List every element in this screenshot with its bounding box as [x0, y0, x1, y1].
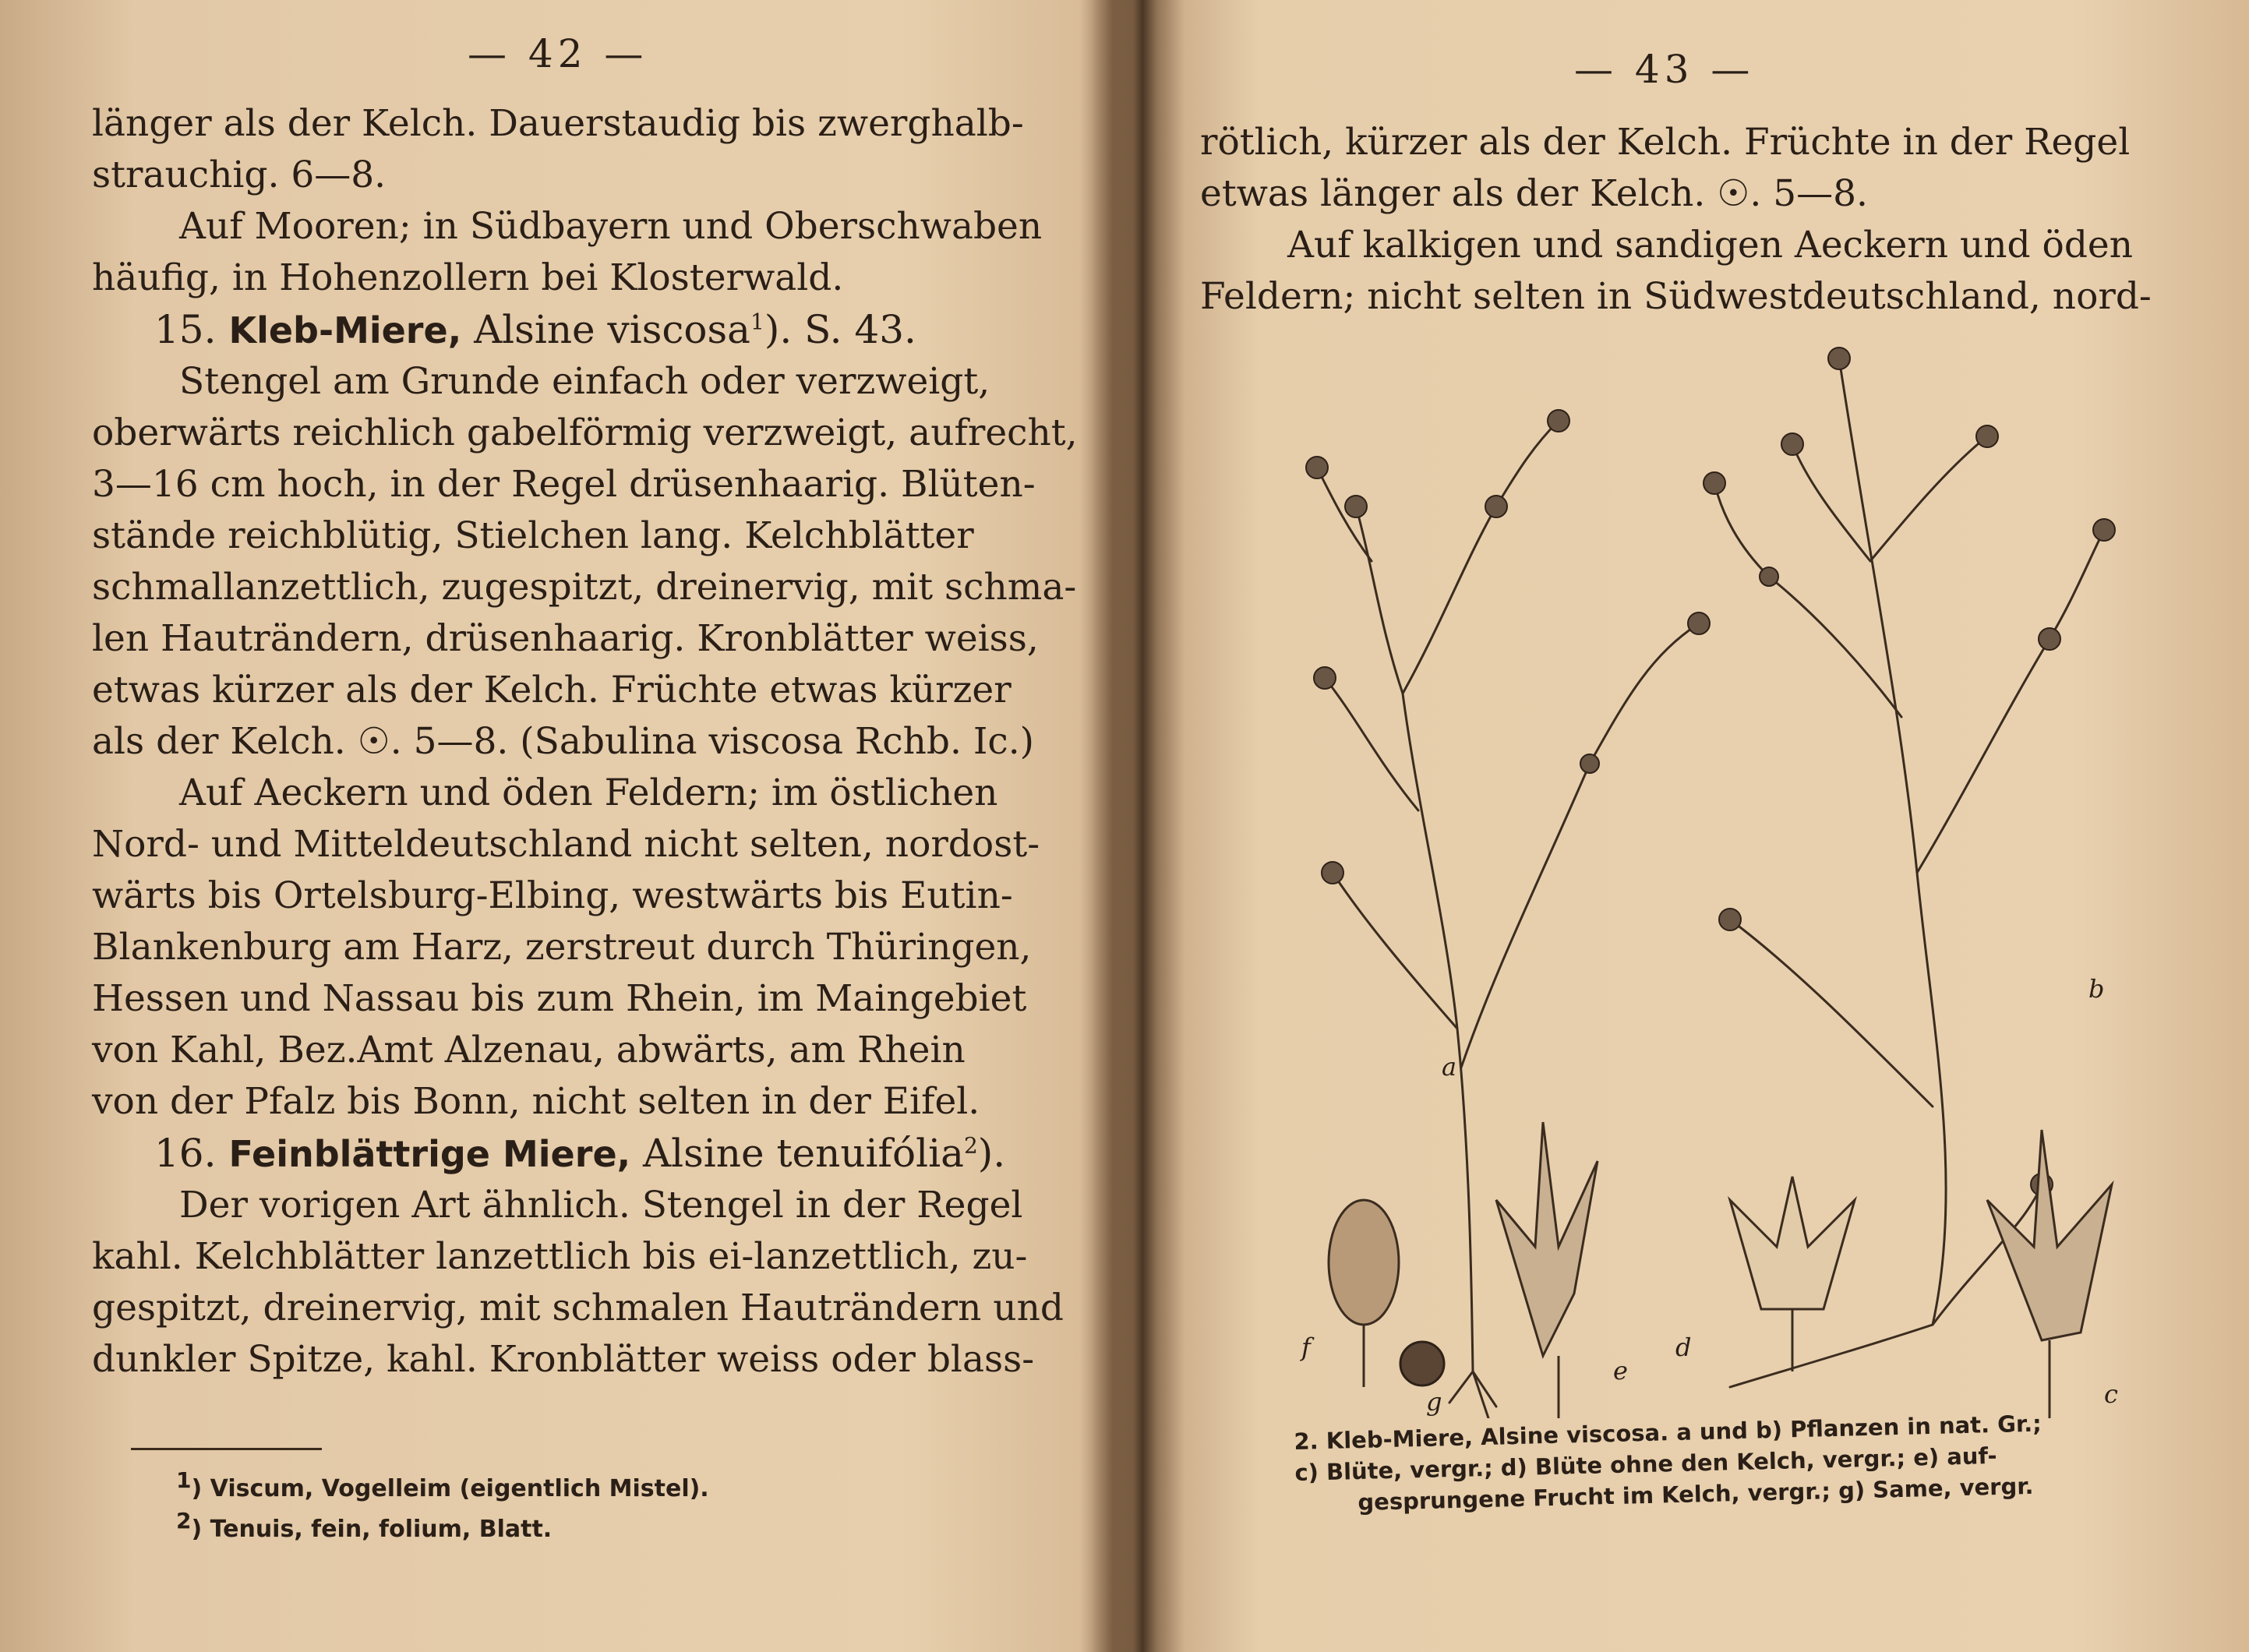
- figure-label-a: a: [1442, 1052, 1457, 1082]
- footnote-text: ) Viscum, Vogelleim (eigentlich Mistel).: [191, 1475, 709, 1502]
- text-line: gespitzt, dreinervig, mit schmalen Hauträndern und: [92, 1287, 1064, 1329]
- figure-caption: [1294, 1405, 2153, 1520]
- text-line: strauchig. 6—8.: [92, 154, 387, 196]
- text-line: kahl. Kelchblätter lanzettlich bis ei-lanzettlich, zu-: [92, 1235, 1028, 1278]
- footnote-2: [176, 1509, 709, 1550]
- footnote-text: ) Tenuis, fein, folium, Blatt.: [191, 1516, 553, 1543]
- text-line: Auf Aeckern und öden Feldern; im östlichen: [179, 771, 998, 814]
- right-page: [1146, 0, 2249, 1652]
- page-number-left: — 42 —: [468, 31, 648, 76]
- caption-line: 2. Kleb-Miere, Alsine viscosa. a und b) Pflanzen in nat. Gr.;: [1294, 1410, 2042, 1455]
- footnote-ref: 1: [750, 309, 764, 335]
- figure-label-f: f: [1301, 1333, 1311, 1362]
- caption-line: gesprungene Frucht im Kelch, vergr.; g) Same, vergr.: [1358, 1472, 2034, 1516]
- heading-common-name: Feinblättrige Miere,: [228, 1133, 631, 1175]
- text-line: etwas kürzer als der Kelch. Früchte etwas kürzer: [92, 669, 1012, 711]
- figure-label-c: c: [2104, 1379, 2118, 1409]
- text-line: als der Kelch. ☉. 5—8. (Sabulina viscosa Rchb. Ic.): [92, 720, 1035, 763]
- heading-reference: ).: [977, 1131, 1006, 1176]
- species-heading-15: [92, 304, 1054, 356]
- heading-latin-name: Alsine viscosa: [474, 307, 750, 352]
- text-line: Auf Mooren; in Südbayern und Oberschwaben: [179, 205, 1043, 248]
- text-line: häufig, in Hohenzollern bei Klosterwald.: [92, 256, 844, 299]
- text-line: oberwärts reichlich gabelförmig verzweigt, aufrecht,: [92, 411, 1078, 454]
- text-line: dunkler Spitze, kahl. Kronblätter weiss oder blass-: [92, 1338, 1035, 1381]
- text-line: Nord- und Mitteldeutschland nicht selten, nordost-: [92, 823, 1040, 866]
- botanical-illustration: [1262, 327, 2159, 1418]
- caption-line: c) Blüte, vergr.; d) Blüte ohne den Kelch, vergr.; e) auf-: [1294, 1442, 1997, 1486]
- text-line: wärts bis Ortelsburg-Elbing, westwärts bis Eutin-: [92, 874, 1013, 917]
- text-line: etwas länger als der Kelch. ☉. 5—8.: [1200, 172, 1868, 215]
- text-line: Stengel am Grunde einfach oder verzweigt,: [179, 360, 990, 403]
- footnote-divider: [131, 1448, 322, 1450]
- text-line: rötlich, kürzer als der Kelch. Früchte in der Regel: [1200, 121, 2131, 164]
- text-line: von Kahl, Bez.Amt Alzenau, abwärts, am Rhein: [92, 1029, 966, 1071]
- figure-label-e: e: [1613, 1356, 1628, 1385]
- text-line: Hessen und Nassau bis zum Rhein, im Maingebiet: [92, 977, 1027, 1020]
- figure-label-b: b: [2088, 974, 2105, 1004]
- heading-latin-name: Alsine tenuifólia: [643, 1131, 964, 1176]
- text-line: Der vorigen Art ähnlich. Stengel in der Regel: [179, 1184, 1023, 1227]
- text-line: stände reichblütig, Stielchen lang. Kelchblätter: [92, 514, 974, 557]
- figure-label-g: g: [1426, 1387, 1442, 1417]
- text-line: Blankenburg am Harz, zerstreut durch Thüringen,: [92, 926, 1032, 969]
- heading-common-name: Kleb-Miere,: [228, 309, 462, 351]
- footnote-mark: 1: [176, 1467, 192, 1493]
- heading-reference: ). S. 43.: [764, 307, 916, 352]
- text-line: Feldern; nicht selten in Südwestdeutschland, nord-: [1200, 275, 2152, 318]
- footnote-ref: 2: [963, 1132, 978, 1159]
- left-page-text: [92, 98, 1078, 1385]
- text-line: 3—16 cm hoch, in der Regel drüsenhaarig. Blüten-: [92, 463, 1036, 506]
- footnotes: [176, 1469, 709, 1550]
- heading-number: 16.: [154, 1131, 217, 1176]
- left-page: [0, 0, 1122, 1652]
- text-line: von der Pfalz bis Bonn, nicht selten in der Eifel.: [92, 1080, 980, 1123]
- text-line: schmallanzettlich, zugespitzt, dreinervig, mit schma-: [92, 566, 1077, 609]
- page-number-right: — 43 —: [1574, 47, 1755, 92]
- text-line: länger als der Kelch. Dauerstaudig bis zwerghalb-: [92, 102, 1024, 145]
- heading-number: 15.: [154, 307, 217, 352]
- text-line: Auf kalkigen und sandigen Aeckern und öden: [1287, 224, 2133, 267]
- right-page-text: [1200, 117, 2152, 323]
- footnote-mark: 2: [176, 1508, 192, 1534]
- species-heading-16: [92, 1128, 1054, 1180]
- footnote-1: [176, 1469, 709, 1509]
- figure-label-d: d: [1675, 1333, 1692, 1362]
- plant-drawing: [1262, 327, 2159, 1418]
- text-line: len Hauträndern, drüsenhaarig. Kronblätter weiss,: [92, 617, 1039, 660]
